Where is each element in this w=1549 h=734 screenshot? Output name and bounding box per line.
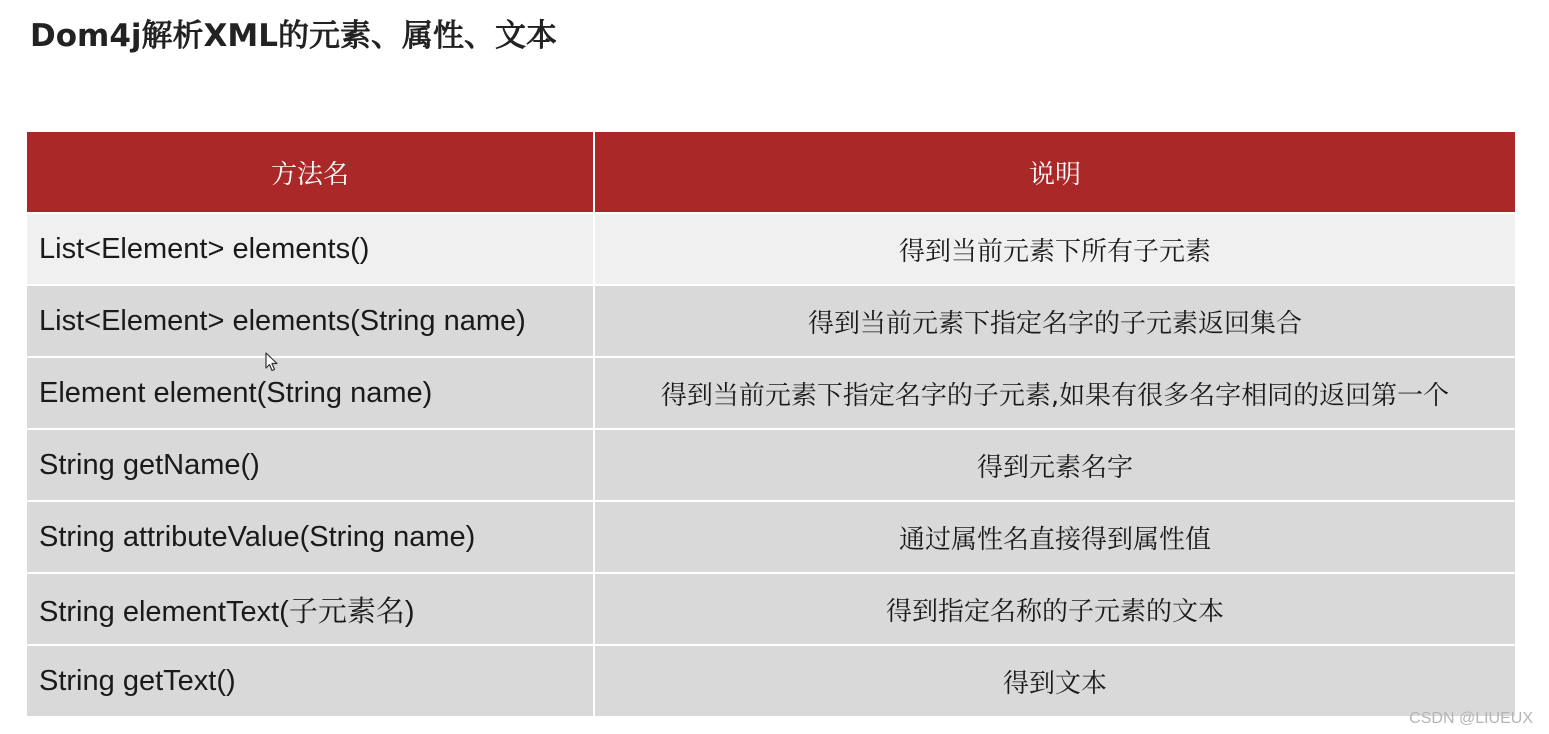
- description-cell: 得到当前元素下指定名字的子元素,如果有很多名字相同的返回第一个: [594, 357, 1515, 429]
- header-description: 说明: [594, 132, 1515, 213]
- method-cell: String getText(): [27, 645, 594, 717]
- description-cell: 得到指定名称的子元素的文本: [594, 573, 1515, 645]
- watermark: CSDN @LIUEUX: [1409, 710, 1533, 727]
- table-row: [27, 213, 1515, 285]
- table-header-row: [27, 132, 1515, 213]
- table-row: [27, 645, 1515, 717]
- method-cell: String elementText(子元素名): [27, 573, 594, 645]
- description-cell: 得到当前元素下所有子元素: [594, 213, 1515, 285]
- method-cell: String attributeValue(String name): [27, 501, 594, 573]
- table-row: [27, 573, 1515, 645]
- description-cell: 得到文本: [594, 645, 1515, 717]
- table-row: [27, 285, 1515, 357]
- method-cell: String getName(): [27, 429, 594, 501]
- method-cell: List<Element> elements(): [27, 213, 594, 285]
- table-row: [27, 429, 1515, 501]
- table-row: [27, 357, 1515, 429]
- description-cell: 得到当前元素下指定名字的子元素返回集合: [594, 285, 1515, 357]
- header-method-name: 方法名: [27, 132, 594, 213]
- method-cell: Element element(String name): [27, 357, 594, 429]
- table-row: [27, 501, 1515, 573]
- method-table: [27, 132, 1515, 718]
- description-cell: 通过属性名直接得到属性值: [594, 501, 1515, 573]
- page-title: Dom4j解析XML的元素、属性、文本: [30, 18, 558, 54]
- method-cell: List<Element> elements(String name): [27, 285, 594, 357]
- mouse-pointer-icon: [265, 352, 279, 372]
- description-cell: 得到元素名字: [594, 429, 1515, 501]
